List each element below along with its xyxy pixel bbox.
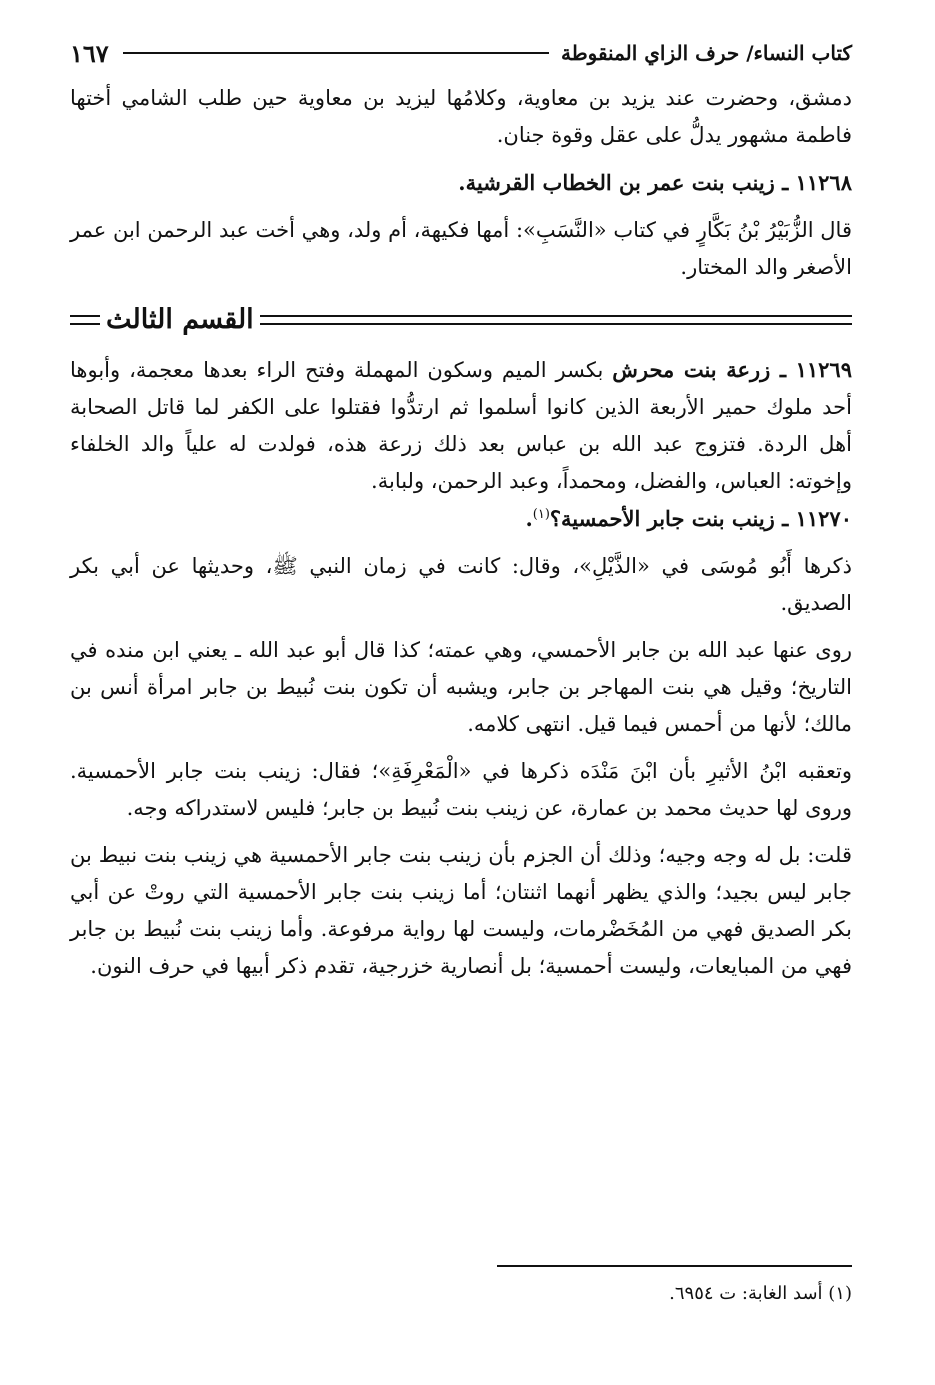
entry-11270-paragraph-4: قلت: بل له وجه وجيه؛ وذلك أن الجزم بأن زينب بنت جابر الأحمسية هي زينب بنت نبيط بن جابر ليس بجيد؛ والذي يظهر أنهما اثنتان؛ أما زينب بنت جابر الأحمسية التي روتْ عن أبي بكر الصديق فهي من المُخَضْرمات، وليست لها رواية مرفوعة. وأما زينب بنت نُبيط بن جابر فهي من المبايعات، وليست أحمسية؛ بل أنصارية خزرجية، تقدم ذكر أبيها في حرف النون.: [70, 843, 852, 978]
section-divider: [70, 304, 852, 335]
entry-11270-paragraph-2: روى عنها عبد الله بن جابر الأحمسي، وهي عمته؛ كذا قال أبو عبد الله ـ يعني ابن منده في التاريخ؛ وقيل هي بنت المهاجر بن جابر، ويشبه أن تكون بنت نُبيط بن جابر امرأة أنس بن مالك؛ لأنها من أحمس فيما قيل. انتهى كلامه.: [70, 638, 852, 736]
header-rule: [123, 52, 549, 54]
header-title: كتاب النساء/ حرف الزاي المنقوطة: [560, 41, 852, 65]
document-page: [70, 30, 852, 1360]
entry-11268-body: قال الزُّبَيْرُ بْنُ بَكَّارٍ في كتاب «النَّسَبِ»: أمها فكيهة، أم ولد، وهي أخت عبد الرحمن ابن عمر الأصغر والد المختار.: [70, 218, 852, 279]
entry-11269: [70, 351, 852, 500]
entry-11268-head: [70, 164, 852, 202]
footnote: (١) أسد الغابة: ت ٦٩٥٤.: [669, 1283, 852, 1304]
entry-11270-head: [70, 500, 852, 538]
entry-heading: ١١٢٦٨ ـ زينب بنت عمر بن الخطاب القرشية.: [458, 170, 852, 195]
section-rule-left: [70, 315, 100, 325]
page-number: ١٦٧: [70, 38, 109, 68]
footnote-rule: [497, 1265, 852, 1267]
section-rule-right: [260, 315, 852, 325]
entry-heading: ١١٢٧٠ ـ زينب بنت جابر الأحمسية؟: [549, 506, 852, 531]
section-title: القسم الثالث: [106, 304, 254, 335]
running-header: [70, 30, 852, 76]
entry-heading-end: .: [525, 506, 533, 531]
footnote-reference[interactable]: (١): [532, 507, 550, 522]
entry-heading: ١١٢٦٩ ـ زرعة بنت محرش: [612, 357, 852, 382]
entry-body-text: بكسر الميم وسكون المهملة وفتح الراء بعدها معجمة، وأبوها أحد ملوك حمير الأربعة الذين كانوا أسلموا ثم ارتدُّوا فقتلوا على الكفر لما قاتل الصحابة أهل الردة. فتزوج عبد الله بن عباس بعد ذلك زرعة هذه، فولدت له علياً والد الخلفاء وإخوته: العباس، والفضل، ومحمداً، وعبد الرحمن، ولبابة.: [70, 358, 852, 493]
paragraph-continuation: دمشق، وحضرت عند يزيد بن معاوية، وكلامُها ليزيد بن معاوية حين طلب الشامي أختها فاطمة مشهور يدلُّ على عقل وقوة جنان.: [70, 86, 852, 147]
entry-11270-paragraph-3: وتعقبه ابْنُ الأثيرِ بأن ابْنَ مَنْدَه ذكرها في «الْمَعْرِفَةِ»؛ فقال: زينب بنت جابر الأحمسية. وروى لها حديث محمد بن عمارة، عن زينب بنت نُبيط بن جابر؛ فليس لاستدراكه وجه.: [70, 759, 852, 820]
entry-11270-paragraph-1: ذكرها أَبُو مُوسَى في «الذَّيْلِ»، وقال: كانت في زمان النبي ﷺ، وحديثها عن أبي بكر الصديق.: [70, 554, 852, 615]
